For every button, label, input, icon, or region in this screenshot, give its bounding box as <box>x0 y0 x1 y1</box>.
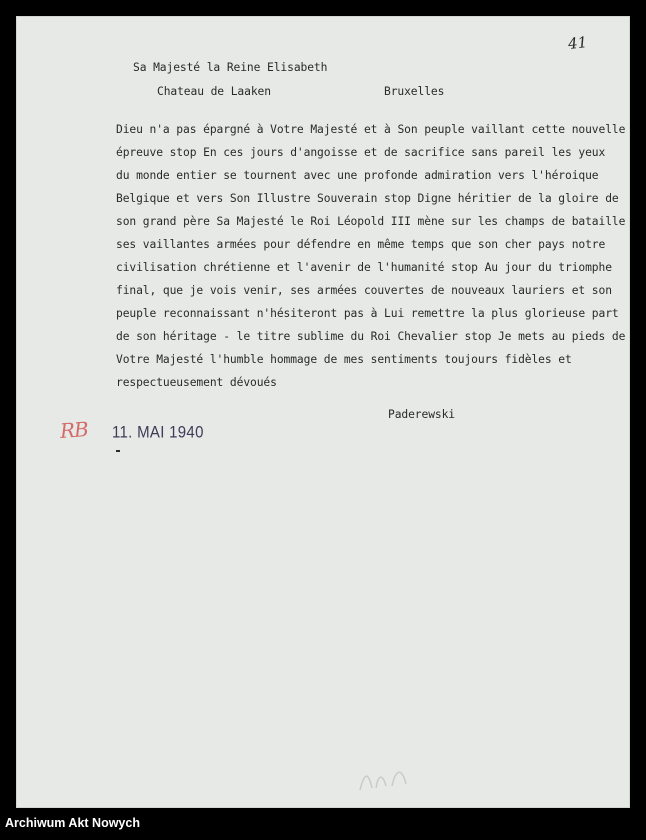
body-line: Votre Majesté l'humble hommage de mes sentiments toujours fidèles et <box>116 353 572 366</box>
page-number-annotation: 41 <box>567 33 588 53</box>
recipient-city: Bruxelles <box>384 85 445 98</box>
date-stamp: 11. MAI 1940 <box>112 423 204 443</box>
body-line: civilisation chrétienne et l'avenir de l'humanité stop Au jour du triomphe <box>116 261 612 274</box>
handwritten-initials: RB <box>59 417 89 443</box>
body-line: son grand père Sa Majesté le Roi Léopold III mène sur les champs de bataille <box>116 215 626 228</box>
ink-mark <box>116 450 120 452</box>
body-line: respectueusement dévoués <box>116 376 277 389</box>
body-line: final, que je vois venir, ses armées couvertes de nouveaux lauriers et son <box>116 284 612 297</box>
body-line: de son héritage - le titre sublime du Roi Chevalier stop Je mets au pieds de <box>116 330 626 343</box>
body-line: du monde entier se tournent avec une profonde admiration vers l'héroique <box>116 169 599 182</box>
body-line: peuple reconnaissant n'hésiteront pas à Lui remettre la plus glorieuse part <box>116 307 619 320</box>
recipient-address: Chateau de Laaken <box>157 85 271 98</box>
document-page <box>16 16 630 808</box>
body-line: Belgique et vers Son Illustre Souverain stop Digne héritier de la gloire de <box>116 192 619 205</box>
body-line: épreuve stop En ces jours d'angoisse et de sacrifice sans pareil les yeux <box>116 146 606 159</box>
body-line: ses vaillantes armées pour défendre en même temps que son cher pays notre <box>116 238 606 251</box>
recipient-name: Sa Majesté la Reine Elisabeth <box>133 61 328 74</box>
signature: Paderewski <box>388 408 456 421</box>
faint-pencil-mark <box>356 764 416 794</box>
body-line: Dieu n'a pas épargné à Votre Majesté et à Son peuple vaillant cette nouvelle <box>116 123 626 136</box>
archive-footer: Archiwum Akt Nowych <box>5 816 140 830</box>
